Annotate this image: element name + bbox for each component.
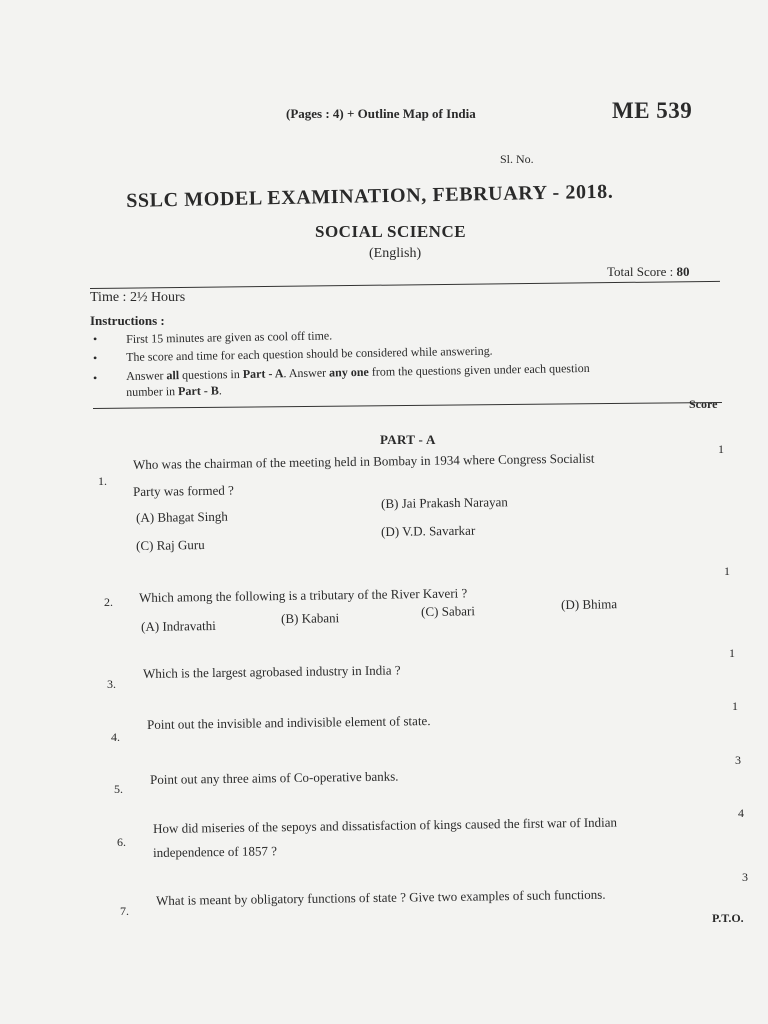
bullet-1: • <box>93 332 98 346</box>
instruction-3-line2 <box>126 383 222 400</box>
question-1-score: 1 <box>718 442 724 456</box>
bullet-3: • <box>93 371 98 385</box>
question-5-number: 5. <box>114 782 123 796</box>
question-1-option-b: (B) Jai Prakash Narayan <box>381 494 508 511</box>
question-4-number: 4. <box>111 730 120 744</box>
instructions-heading: Instructions : <box>90 313 165 328</box>
question-6-number: 6. <box>117 835 126 849</box>
instruction-3-line2-a: number in <box>126 384 179 399</box>
time-allowed: Time : 2½ Hours <box>90 290 186 305</box>
instruction-3-text-c: questions in <box>178 366 243 383</box>
question-7-number: 7. <box>120 904 129 918</box>
question-2-option-a: (A) Indravathi <box>141 617 216 634</box>
instructions-divider <box>93 402 722 409</box>
question-2-text: Which among the following is a tributary of the River Kaveri ? <box>139 585 468 605</box>
question-2-option-b: (B) Kabani <box>281 610 340 626</box>
instruction-3-any-one: any one <box>328 364 369 380</box>
question-2-number: 2. <box>104 595 113 609</box>
instruction-3-part-b: Part - B <box>177 383 219 399</box>
pages-info: (Pages : 4) + Outline Map of India <box>286 106 476 121</box>
instruction-3-text-e: . Answer <box>283 365 330 381</box>
instruction-3-all: all <box>166 368 180 383</box>
question-5-text: Point out any three aims of Co-operative banks. <box>150 768 399 787</box>
score-column-heading: Score <box>689 397 718 411</box>
header-divider <box>90 281 720 289</box>
question-1-option-d: (D) V.D. Savarkar <box>381 522 476 539</box>
question-3-number: 3. <box>107 677 116 691</box>
question-1-text: Who was the chairman of the meeting held in Bombay in 1934 where Congress Socialist <box>133 450 595 472</box>
question-1-option-c: (C) Raj Guru <box>136 537 205 553</box>
question-6-text: How did miseries of the sepoys and dissatisfaction of kings caused the first war of Indian <box>153 814 618 836</box>
part-a-heading: PART - A <box>380 432 436 447</box>
question-4-score: 1 <box>732 699 738 713</box>
question-4-text: Point out the invisible and indivisible element of state. <box>147 713 431 732</box>
total-score <box>607 264 690 280</box>
instruction-3-line2-c: . <box>218 383 222 398</box>
language-label: (English) <box>369 246 422 261</box>
exam-title: SSLC MODEL EXAMINATION, FEBRUARY - 2018. <box>126 180 614 212</box>
question-7-score: 3 <box>742 870 748 884</box>
subject-title: SOCIAL SCIENCE <box>315 222 467 241</box>
instruction-3-text-g: from the questions given under each question <box>368 360 590 379</box>
instruction-2: The score and time for each question should be considered while answering. <box>126 343 493 364</box>
instruction-1: First 15 minutes are given as cool off time. <box>126 328 333 346</box>
bullet-2: • <box>93 351 98 365</box>
instruction-3 <box>126 361 590 384</box>
question-1-text-line2: Party was formed ? <box>133 482 234 499</box>
please-turn-over: P.T.O. <box>712 911 744 925</box>
paper-code: ME 539 <box>612 98 693 123</box>
question-1-option-a: (A) Bhagat Singh <box>136 508 228 525</box>
question-2-score: 1 <box>724 564 730 578</box>
question-6-text-line2: independence of 1857 ? <box>153 843 278 860</box>
question-3-text: Which is the largest agrobased industry in India ? <box>143 662 401 681</box>
total-score-value: 80 <box>676 264 690 279</box>
question-3-score: 1 <box>729 646 735 660</box>
question-7-text: What is meant by obligatory functions of state ? Give two examples of such functions. <box>156 886 606 908</box>
question-2-option-d: (D) Bhima <box>561 596 618 612</box>
question-2-option-c: (C) Sabari <box>421 603 476 619</box>
question-1-number: 1. <box>98 474 107 488</box>
question-6-score: 4 <box>738 806 744 820</box>
serial-number-label: Sl. No. <box>500 152 534 166</box>
instruction-3-text-a: Answer <box>126 368 167 383</box>
total-score-label: Total Score : <box>607 264 677 279</box>
question-5-score: 3 <box>735 753 741 767</box>
instruction-3-part-a: Part - A <box>242 366 284 381</box>
